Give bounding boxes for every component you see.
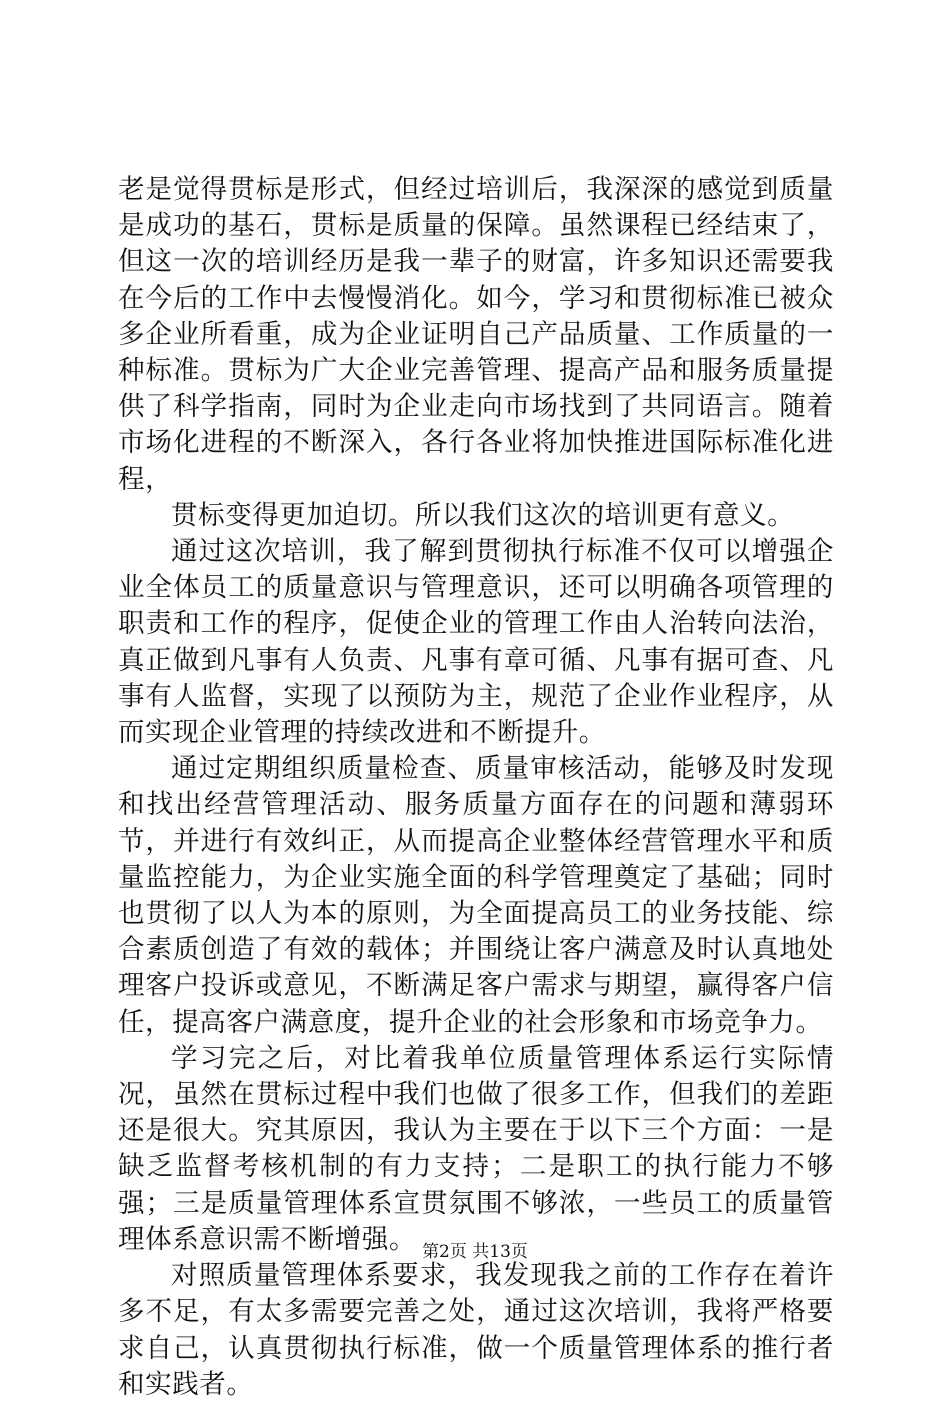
- paragraph: 通过这次培训，我了解到贯彻执行标准不仅可以增强企业全体员工的质量意识与管理意识，还可以明确各项管理的职责和工作的程序，促使企业的管理工作由人治转向法治，真正做到凡事有人负责、凡事有章可循、凡事有据可查、凡事有人监督，实现了以预防为主，规范了企业作业程序，从而实现企业管理的持续改进和不断提升。: [118, 536, 834, 749]
- paragraph: 学习完之后，对比着我单位质量管理体系运行实际情况，虽然在贯标过程中我们也做了很多工作，但我们的差距还是很大。究其原因，我认为主要在于以下三个方面：一是缺乏监督考核机制的有力支持；二是职工的执行能力不够强；三是质量管理体系宣贯氛围不够浓，一些员工的质量管理体系意识需不断增强。: [118, 1042, 834, 1255]
- paragraph: 贯标变得更加迫切。所以我们这次的培训更有意义。: [171, 499, 795, 531]
- paragraph: 通过定期组织质量检查、质量审核活动，能够及时发现和找出经营管理活动、服务质量方面存在的问题和薄弱环节，并进行有效纠正，从而提高企业整体经营管理水平和质量监控能力，为企业实施全面的科学管理奠定了基础；同时也贯彻了以人为本的原则，为全面提高员工的业务技能、综合素质创造了有效的载体；并围绕让客户满意及时认真地处理客户投诉或意见，不断满足客户需求与期望，赢得客户信任，提高客户满意度，提升企业的社会形象和市场竞争力。: [118, 753, 834, 1038]
- paragraph: 对照质量管理体系要求，我发现我之前的工作存在着许多不足，有太多需要完善之处，通过这次培训，我将严格要求自己，认真贯彻执行标准，做一个质量管理体系的推行者和实践者。: [118, 1260, 834, 1400]
- paragraph-continuation: 老是觉得贯标是形式，但经过培训后，我深深的感觉到质量是成功的基石，贯标是质量的保障。虽然课程已经结束了，但这一次的培训经历是我一辈子的财富，许多知识还需要我在今后的工作中去慢慢消化。如今，学习和贯彻标准已被众多企业所看重，成为企业证明自己产品质量、工作质量的一种标准。贯标为广大企业完善管理、提高产品和服务质量提供了科学指南，同时为企业走向市场找到了共同语言。随着市场化进程的不断深入，各行各业将加快推进国际标准化进程，: [118, 174, 834, 495]
- document-body: [118, 172, 834, 1403]
- page-footer: 第2页 共13页: [422, 1242, 528, 1262]
